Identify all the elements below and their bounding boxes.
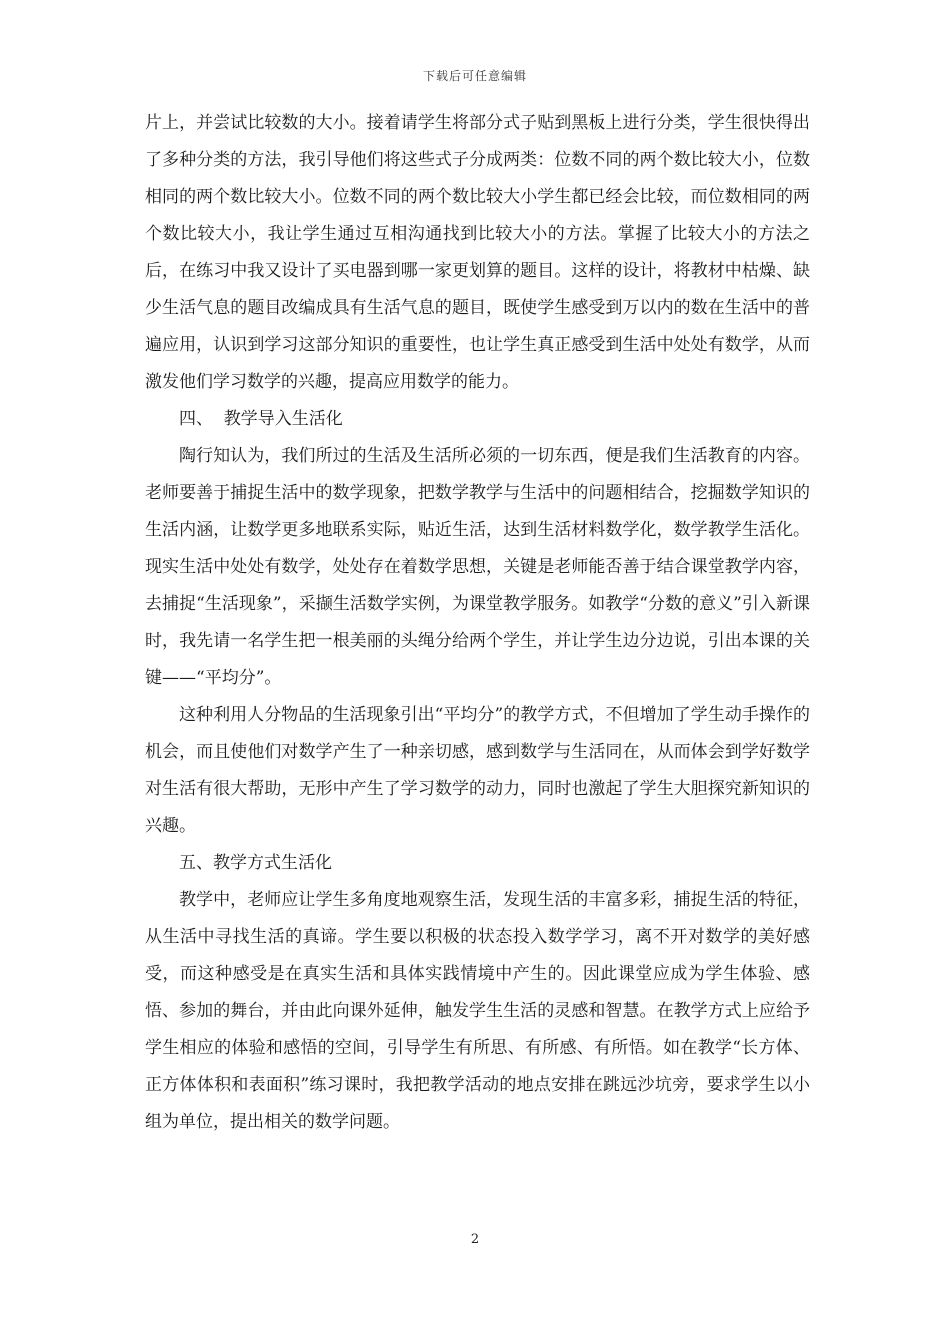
document-body — [145, 105, 810, 1141]
paragraph-tao-xingzhi: 陶行知认为，我们所过的生活及生活所必须的一切东西，便是我们生活教育的内容。老师要善于捕捉生活中的数学现象，把数学教学与生活中的问题相结合，挖掘数学知识的生活内涵，让数学更多地联系实际，贴近生活，达到生活材料数学化，数学教学生活化。现实生活中处处有数学，处处存在着数学思想，关键是老师能否善于结合课堂教学内容，去捕捉“生活现象”，采撷生活数学实例，为课堂教学服务。如教学“分数的意义”引入新课时，我先请一名学生把一根美丽的头绳分给两个学生，并让学生边分边说，引出本课的关键——“平均分”。 — [145, 446, 810, 688]
paragraph-average-split: 这种利用人分物品的生活现象引出“平均分”的教学方式，不但增加了学生动手操作的机会，而且使他们对数学产生了一种亲切感，感到数学与生活同在，从而体会到学好数学对生活有很大帮助，无形中产生了学习数学的动力，同时也激起了学生大胆探究新知识的兴趣。 — [145, 705, 810, 836]
section-heading-4: 四、 教学导入生活化 — [179, 409, 343, 429]
page-header: 下载后可任意编辑 — [422, 69, 527, 83]
paragraph-continuation: 片上，并尝试比较数的大小。接着请学生将部分式子贴到黑板上进行分类，学生很快得出了多种分类的方法，我引导他们将这些式子分成两类：位数不同的两个数比较大小，位数相同的两个数比较大小。位数不同的两个数比较大小学生都已经会比较，而位数相同的两个数比较大小，我让学生通过互相沟通找到比较大小的方法。掌握了比较大小的方法之后，在练习中我又设计了买电器到哪一家更划算的题目。这样的设计，将教材中枯燥、缺少生活气息的题目改编成具有生活气息的题目，既使学生感受到万以内的数在生活中的普遍应用，认识到学习这部分知识的重要性，也让学生真正感受到生活中处处有数学，从而激发他们学习数学的兴趣，提高应用数学的能力。 — [145, 113, 810, 392]
page-number: 2 — [470, 1232, 480, 1247]
paragraph-teaching-method: 教学中，老师应让学生多角度地观察生活，发现生活的丰富多彩，捕捉生活的特征，从生活中寻找生活的真谛。学生要以积极的状态投入数学学习，离不开对数学的美好感受，而这种感受是在真实生活和具体实践情境中产生的。因此课堂应成为学生体验、感悟、参加的舞台，并由此向课外延伸，触发学生生活的灵感和智慧。在教学方式上应给予学生相应的体验和感悟的空间，引导学生有所思、有所感、有所悟。如在教学“长方体、正方体体积和表面积”练习课时，我把教学活动的地点安排在跳远沙坑旁，要求学生以小组为单位，提出相关的数学问题。 — [145, 890, 810, 1132]
section-heading-5: 五、教学方式生活化 — [179, 853, 332, 873]
